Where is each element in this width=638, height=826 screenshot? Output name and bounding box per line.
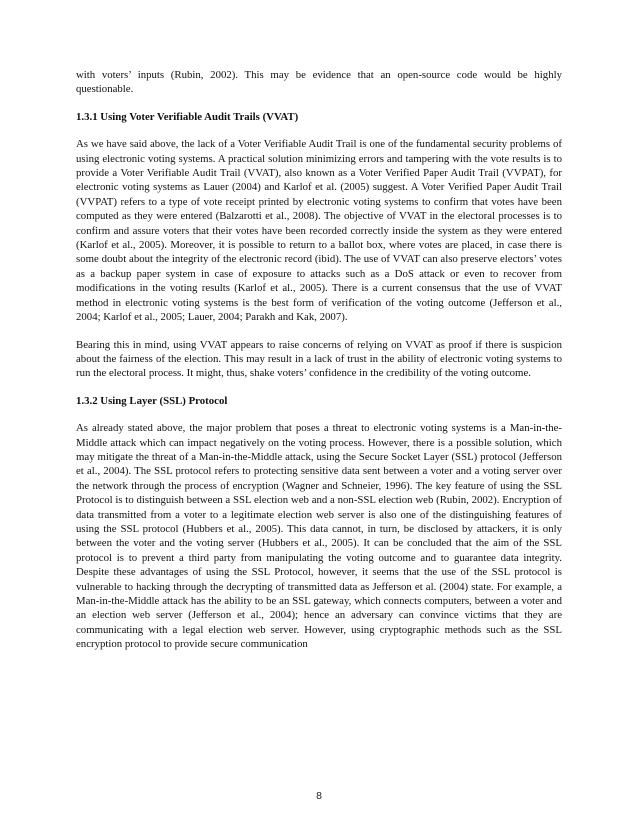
paragraph-ssl-protocol: As already stated above, the major problem that poses a threat to electronic voting systems is a Man-in-the-Middle attack which can impact negatively on the voting process. However, there is a possible solution, which may mitigate the threat of a Man-in-the-Middle attack, using the Secure Socket Layer (SSL) protocol (Jefferson et al., 2004). The SSL protocol refers to protecting sensitive data sent between a voter and a voting server over the network through the process of encryption (Wagner and Schneier, 1996). The key feature of using the SSL Protocol is to distinguish between a SSL election web and a non-SSL election web (Rubin, 2002). Encryption of data transmitted from a voter to a legitimate election web server is also one of the distinguishing features of using the SSL protocol (Hubbers et al., 2005). This data cannot, in turn, be disclosed by attackers, it is only between the voter and the voting server (Hubbers et al., 2005). It can be concluded that the aim of the SSL protocol is to prevent a third party from manipulating the voting outcome and to guarantee data integrity. Despite these advantages of using the SSL Protocol, however, it seems that the use of the SSL protocol is vulnerable to hacking through the decrypting of transmitted data as Jefferson et al. (2004) state. For example, a Man-in-the-Middle attack has the ability to be an SSL gateway, which connects computers, between a voter and an election web server (Jefferson et al., 2004); hence an adversary can convince victims that they are communicating with a legal election web server. However, using cryptographic methods such as the SSL encryption protocol to provide secure communication (76, 422, 562, 651)
section-heading-vvat: 1.3.1 Using Voter Verifiable Audit Trails (VVAT) (76, 110, 299, 123)
section-heading-ssl: 1.3.2 Using Layer (SSL) Protocol (76, 394, 228, 407)
paragraph-vvat-concerns: Bearing this in mind, using VVAT appears to raise concerns of relying on VVAT as proof if there is suspicion about the fairness of the election. This may result in a lack of trust in the ability of electronic voting systems to run the electoral process. It might, thus, shake voters’ confidence in the credibility of the voting outcome. (76, 338, 562, 380)
paragraph-vvat-intro: As we have said above, the lack of a Voter Verifiable Audit Trail is one of the fundamental security problems of using electronic voting systems. A practical solution minimizing errors and tampering with the vote results is to provide a Voter Verifiable Audit Trail (VVAT), also known as a Voter Verified Paper Audit Trail (VVPAT), for electronic voting systems as Lauer (2004) and Karlof et al. (2005) suggest. A Voter Verified Paper Audit Trail (VVPAT) refers to a type of vote receipt printed by electronic voting systems to confirm that votes have been computed as they were entered (Balzarotti et al., 2008). The objective of VVAT in the electoral processes is to confirm and assure voters that their votes have been recorded correctly inside the system as they were entered (Karlof et al., 2005). Moreover, it is possible to return to a ballot box, where votes are placed, in case there is some doubt about the integrity of the electronic record (ibid). The use of VVAT can also preserve electors’ votes as a backup paper system in case of exposure to attacks such as a DoS attack or even to recover from modifications in the voting results (Karlof et al., 2005). There is a current consensus that the use of VVAT method in electronic voting systems is the best form of verification of the voting outcome (Jefferson et al., 2004; Karlof et al., 2005; Lauer, 2004; Parakh and Kak, 2007). (76, 138, 562, 324)
paragraph-continuation: with voters’ inputs (Rubin, 2002). This may be evidence that an open-source code would be highly questionable. (76, 69, 562, 96)
page-body (76, 68, 562, 665)
page-number: 8 (316, 790, 322, 802)
